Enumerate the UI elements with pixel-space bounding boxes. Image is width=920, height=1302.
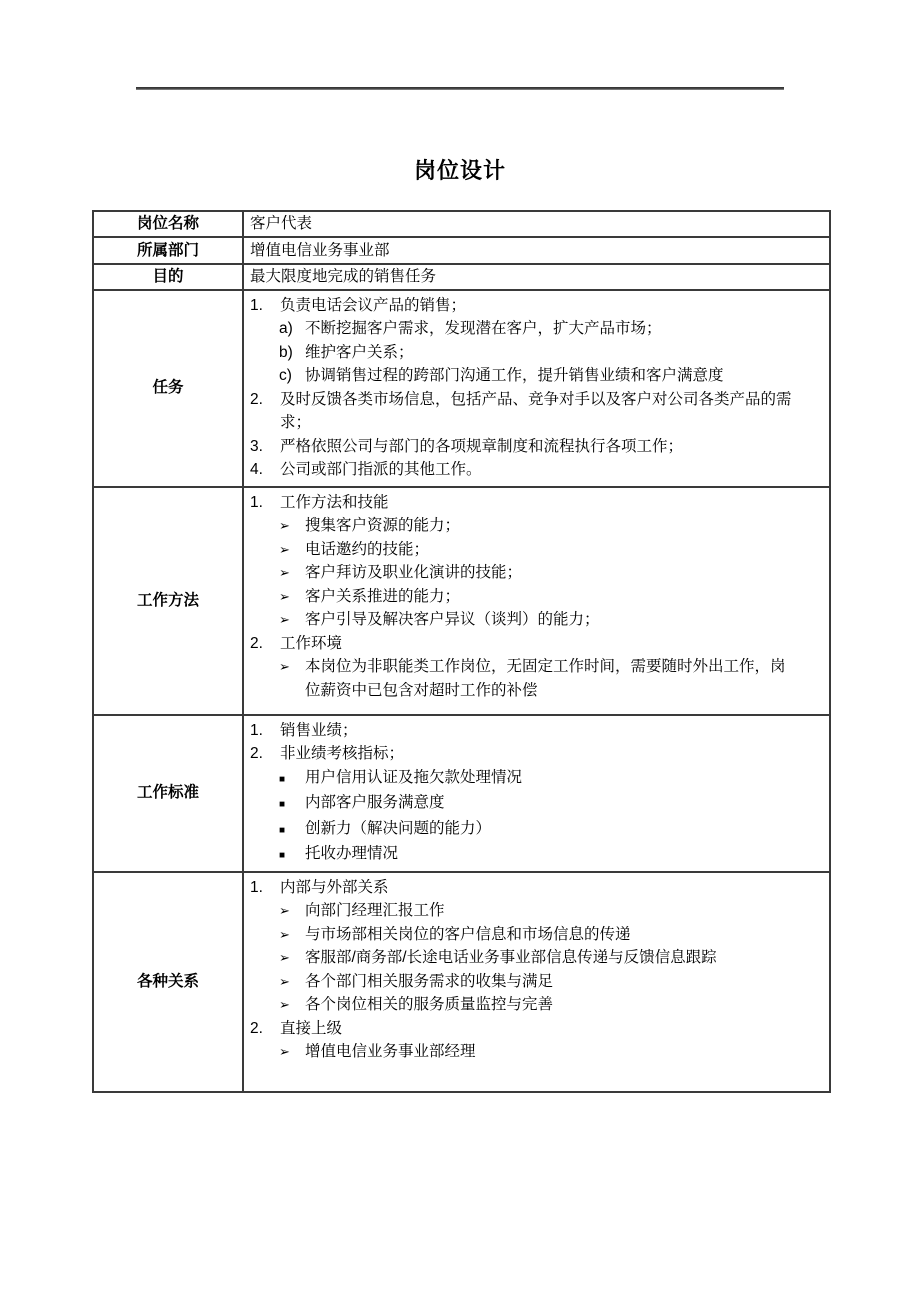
square-bullet-icon: ■: [279, 824, 286, 836]
row-content-cell: [243, 290, 830, 487]
job-table-body: [93, 211, 830, 1092]
page-title: 岗位设计: [413, 158, 506, 183]
square-bullet-icon: ■: [279, 850, 286, 861]
list-item: [279, 946, 799, 970]
table-row: [93, 487, 830, 715]
list-item: [250, 742, 799, 766]
row-content-cell: [243, 715, 830, 872]
row-label: 所属部门: [93, 237, 243, 264]
arrow-bullet-icon: ➢: [279, 612, 290, 627]
list-item-text: 工作环境: [280, 634, 343, 652]
table-row: [93, 715, 830, 872]
row-content-text: 增值电信业务事业部: [250, 241, 390, 259]
arrow-bullet-icon: ➢: [279, 565, 290, 580]
list-item: [279, 970, 799, 994]
list-item: [279, 791, 799, 817]
arrow-bullet-icon: ➢: [279, 926, 290, 942]
list-item: [279, 842, 799, 868]
arrow-bullet-icon: ➢: [279, 659, 290, 674]
list-number: 1.: [250, 878, 263, 896]
list-item-text: 销售业绩；: [280, 721, 358, 739]
arrow-bullet-icon: ➢: [279, 588, 290, 604]
list-item: [250, 294, 799, 318]
list-item: [250, 876, 799, 900]
list-item: [279, 899, 799, 923]
list-number: b): [279, 343, 293, 361]
list-number: 4.: [250, 461, 263, 478]
list-item-text: 与市场部相关岗位的客户信息和市场信息的传递: [305, 925, 631, 943]
row-label: 岗位名称: [93, 211, 243, 237]
arrow-bullet-icon: ➢: [279, 541, 290, 557]
list-item-text: 工作方法和技能: [280, 493, 389, 511]
square-bullet-icon: ■: [279, 773, 286, 785]
list-item-text: 维护客户关系；: [305, 343, 414, 361]
list-item-text: 创新力（解决问题的能力）: [305, 819, 492, 837]
list-item-text: 增值电信业务事业部经理: [305, 1043, 476, 1060]
list-item-text: 客户拜访及职业化演讲的技能；: [305, 564, 523, 581]
row-label: 各种关系: [93, 872, 243, 1092]
list-item: [250, 435, 799, 459]
arrow-bullet-icon: ➢: [279, 903, 290, 918]
list-item: [279, 341, 799, 365]
row-content-cell: [243, 264, 830, 290]
table-row: [93, 872, 830, 1092]
list-item-text: 协调销售过程的跨部门沟通工作，提升销售业绩和客户满意度: [305, 367, 724, 384]
list-item-text: 不断挖掘客户需求，发现潜在客户，扩大产品市场；: [305, 320, 662, 337]
list-item-text: 托收办理情况: [305, 845, 399, 862]
list-item: [279, 1040, 799, 1064]
list-item: [279, 993, 799, 1017]
table-row: [93, 237, 830, 264]
list-item: [279, 585, 799, 609]
list-item-text: 负责电话会议产品的销售；: [280, 296, 467, 314]
list-item-text: 各个部门相关服务需求的收集与满足: [305, 972, 554, 990]
list-item-text: 客服部/商务部/长途电话业务事业部信息传递与反馈信息跟踪: [305, 949, 717, 966]
list-item-text: 严格依照公司与部门的各项规章制度和流程执行各项工作；: [280, 437, 684, 455]
list-item: [279, 608, 799, 632]
row-content-cell: [243, 872, 830, 1092]
list-number: 2.: [250, 634, 263, 652]
list-number: 2.: [250, 390, 263, 408]
list-item: [279, 317, 799, 341]
table-row: [93, 264, 830, 290]
list-item: [250, 388, 799, 435]
list-item-text: 搜集客户资源的能力；: [305, 517, 461, 534]
list-item-text: 直接上级: [280, 1019, 343, 1037]
list-item: [279, 817, 799, 843]
list-item: [279, 538, 799, 562]
list-number: 2.: [250, 1019, 263, 1037]
row-content-cell: [243, 211, 830, 237]
row-label: 工作方法: [93, 487, 243, 715]
list-item-text: 客户关系推进的能力；: [305, 587, 461, 605]
list-item: [250, 1017, 799, 1041]
arrow-bullet-icon: ➢: [279, 997, 290, 1012]
square-bullet-icon: ■: [279, 799, 286, 810]
list-item-text: 及时反馈各类市场信息，包括产品、竞争对手以及客户对公司各类产品的需求；: [280, 390, 792, 431]
row-content-cell: [243, 487, 830, 715]
list-number: 1.: [250, 721, 263, 739]
list-item: [279, 655, 799, 702]
list-item: [279, 766, 799, 792]
arrow-bullet-icon: ➢: [279, 973, 290, 989]
list-number: 2.: [250, 745, 263, 762]
list-number: 1.: [250, 493, 263, 511]
table-row: [93, 290, 830, 487]
list-item: [279, 923, 799, 947]
row-content-text: 客户代表: [250, 215, 313, 233]
header-rule: [136, 87, 784, 90]
row-label: 目的: [93, 264, 243, 290]
list-item-text: 客户引导及解决客户异议（谈判）的能力；: [305, 611, 600, 628]
list-number: 3.: [250, 437, 263, 455]
arrow-bullet-icon: ➢: [279, 1044, 290, 1059]
row-content-text: 最大限度地完成的销售任务: [250, 268, 437, 285]
list-item-text: 非业绩考核指标；: [280, 745, 405, 762]
table-row: [93, 211, 830, 237]
list-item: [279, 364, 799, 388]
list-number: c): [279, 367, 292, 384]
list-item: [279, 514, 799, 538]
row-label: 任务: [93, 290, 243, 487]
list-item-text: 向部门经理汇报工作: [305, 902, 445, 919]
list-item-text: 用户信用认证及拖欠款处理情况: [305, 768, 523, 786]
list-item-text: 公司或部门指派的其他工作。: [280, 461, 482, 478]
list-item: [250, 632, 799, 656]
job-design-table: [92, 210, 831, 1093]
list-item-text: 内部客户服务满意度: [305, 794, 445, 811]
list-item-text: 各个岗位相关的服务质量监控与完善: [305, 996, 554, 1013]
arrow-bullet-icon: ➢: [279, 518, 290, 533]
list-item: [250, 491, 799, 515]
list-number: 1.: [250, 296, 263, 314]
row-content-cell: [243, 237, 830, 264]
list-item-text: 本岗位为非职能类工作岗位，无固定工作时间，需要随时外出工作，岗位薪资中已包含对超时工作的补偿: [305, 658, 786, 699]
list-item-text: 内部与外部关系: [280, 878, 389, 896]
list-item-text: 电话邀约的技能；: [305, 540, 430, 558]
list-item: [250, 719, 799, 743]
arrow-bullet-icon: ➢: [279, 950, 290, 965]
list-item: [279, 561, 799, 585]
list-item: [250, 458, 799, 482]
list-number: a): [279, 320, 293, 337]
row-label: 工作标准: [93, 715, 243, 872]
